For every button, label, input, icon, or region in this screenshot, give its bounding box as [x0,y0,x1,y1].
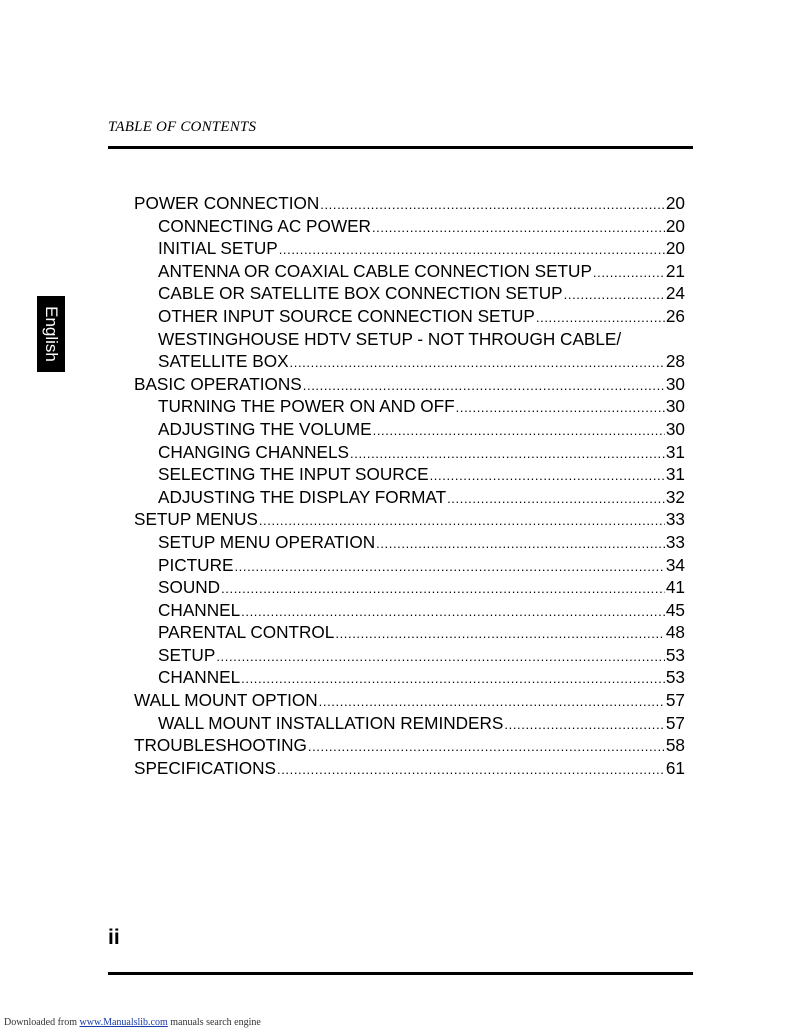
toc-leader-dots [221,578,665,601]
toc-leader-dots [350,443,665,466]
toc-entry-title: PARENTAL CONTROL [158,622,335,643]
toc-leader-dots [372,217,665,240]
toc-entry[interactable] [134,554,685,577]
toc-leader-dots [320,194,665,217]
toc-entry-page: 57 [665,712,685,733]
toc-leader-dots [376,533,665,556]
toc-leader-dots [319,691,665,714]
toc-entry-page: 31 [665,441,685,462]
toc-entry[interactable] [134,373,685,396]
language-tab [37,296,65,372]
toc-leader-dots [308,736,665,759]
toc-entry-page: 28 [665,351,685,372]
toc-entry-page: 41 [665,577,685,598]
toc-entry-title: CHANNEL [158,599,241,620]
download-footer [4,1017,261,1028]
toc-entry-page: 32 [665,486,685,507]
toc-entry-page: 33 [665,509,685,530]
toc-entry-title: ADJUSTING THE VOLUME [158,418,372,439]
toc-leader-dots [277,759,665,782]
toc-entry[interactable] [134,282,685,305]
toc-leader-dots [234,556,664,579]
toc-entry-title: SOUND [158,577,221,598]
toc-leader-dots [241,668,665,691]
toc-entry-title: WALL MOUNT OPTION [134,690,318,711]
toc-leader-dots [564,284,665,307]
toc-entry-title: CHANGING CHANNELS [158,441,350,462]
toc-entry-page: 33 [665,531,685,552]
header-rule [108,146,693,149]
toc-entry[interactable] [134,463,685,486]
language-tab-label: English [42,306,61,362]
toc-leader-dots [290,352,665,375]
toc-entry[interactable] [134,712,685,735]
toc-entry[interactable] [134,666,685,689]
toc-entry[interactable] [134,418,685,441]
toc-entry-title: INITIAL SETUP [158,238,278,259]
toc-entry-page: 21 [665,260,685,281]
toc-leader-dots [335,623,665,646]
toc-leader-dots [447,488,665,511]
toc-entry-page: 58 [665,735,685,756]
toc-entry[interactable] [134,350,685,373]
toc-entry-title: TURNING THE POWER ON AND OFF [158,396,455,417]
toc-entry[interactable] [134,531,685,554]
toc-entry-page: 48 [665,622,685,643]
toc-entry-page: 53 [665,644,685,665]
toc-entry[interactable] [134,508,685,531]
toc-leader-dots [259,510,665,533]
toc-entry-page: 30 [665,418,685,439]
page-header-title: TABLE OF CONTENTS [108,119,257,135]
footer-suffix: manuals search engine [170,1017,261,1028]
toc-entry[interactable] [134,237,685,260]
toc-entry[interactable] [134,621,685,644]
toc-entry-title: CONNECTING AC POWER [158,215,371,236]
toc-entry[interactable] [134,644,685,667]
toc-leader-dots [536,307,665,330]
toc-entry[interactable] [134,757,685,780]
toc-leader-dots [456,397,665,420]
toc-entry-title: CHANNEL [158,667,241,688]
toc-entry-page: 20 [665,238,685,259]
toc-entry-page: 24 [665,283,685,304]
page-number: ii [108,926,120,949]
toc-entry-title: OTHER INPUT SOURCE CONNECTION SETUP [158,305,535,326]
toc-entry-title: SPECIFICATIONS [134,757,276,778]
toc-entry-title: SATELLITE BOX [158,351,289,372]
manualslib-link[interactable]: www.Manualslib.com [79,1017,168,1028]
toc-entry-page: 57 [665,690,685,711]
toc-entry[interactable] [134,441,685,464]
toc-leader-dots [279,239,665,262]
toc-entry-title: PICTURE [158,554,234,575]
toc-entry[interactable] [134,305,685,328]
toc-entry-page: 53 [665,667,685,688]
toc-entry-title: SELECTING THE INPUT SOURCE [158,464,429,485]
toc-entry[interactable] [134,486,685,509]
toc-entry-page: 26 [665,305,685,326]
toc-leader-dots [430,465,665,488]
toc-entry-title: POWER CONNECTION [134,193,320,213]
toc-entry-title: BASIC OPERATIONS [134,373,302,394]
toc-leader-dots [504,714,664,737]
toc-entry-title: ADJUSTING THE DISPLAY FORMAT [158,486,447,507]
toc-entry-title: SETUP MENU OPERATION [158,531,376,552]
toc-entry[interactable] [134,192,685,215]
toc-leader-dots [373,420,665,443]
footer-rule [108,972,693,975]
toc-entry-page: 34 [665,554,685,575]
toc-entry-title: WESTINGHOUSE HDTV SETUP - NOT THROUGH CABLE/ [158,328,622,349]
toc-entry-title: TROUBLESHOOTING [134,735,307,756]
toc-entry-page: 20 [665,215,685,236]
toc-leader-dots [216,646,665,669]
toc-entry-title: CABLE OR SATELLITE BOX CONNECTION SETUP [158,283,563,304]
toc-entry-page: 31 [665,464,685,485]
toc-entry[interactable] [134,734,685,757]
toc-entry-page: 30 [665,396,685,417]
toc-entry[interactable] [134,328,685,351]
toc-leader-dots [241,601,665,624]
table-of-contents [134,192,685,779]
toc-entry-title: WALL MOUNT INSTALLATION REMINDERS [158,712,504,733]
toc-entry[interactable] [134,260,685,283]
toc-entry[interactable] [134,395,685,418]
toc-leader-dots [303,375,665,398]
toc-entry[interactable] [134,599,685,622]
toc-entry[interactable] [134,215,685,238]
toc-entry-page: 30 [665,373,685,394]
toc-entry-page: 20 [665,193,685,213]
toc-entry[interactable] [134,576,685,599]
toc-entry-title: SETUP [158,644,216,665]
footer-prefix: Downloaded from [4,1017,78,1028]
toc-leader-dots [593,262,665,285]
toc-entry-page: 45 [665,599,685,620]
toc-entry-title: ANTENNA OR COAXIAL CABLE CONNECTION SETUP [158,260,592,281]
toc-entry-title: SETUP MENUS [134,509,258,530]
toc-entry-page: 61 [665,757,685,778]
toc-entry[interactable] [134,689,685,712]
